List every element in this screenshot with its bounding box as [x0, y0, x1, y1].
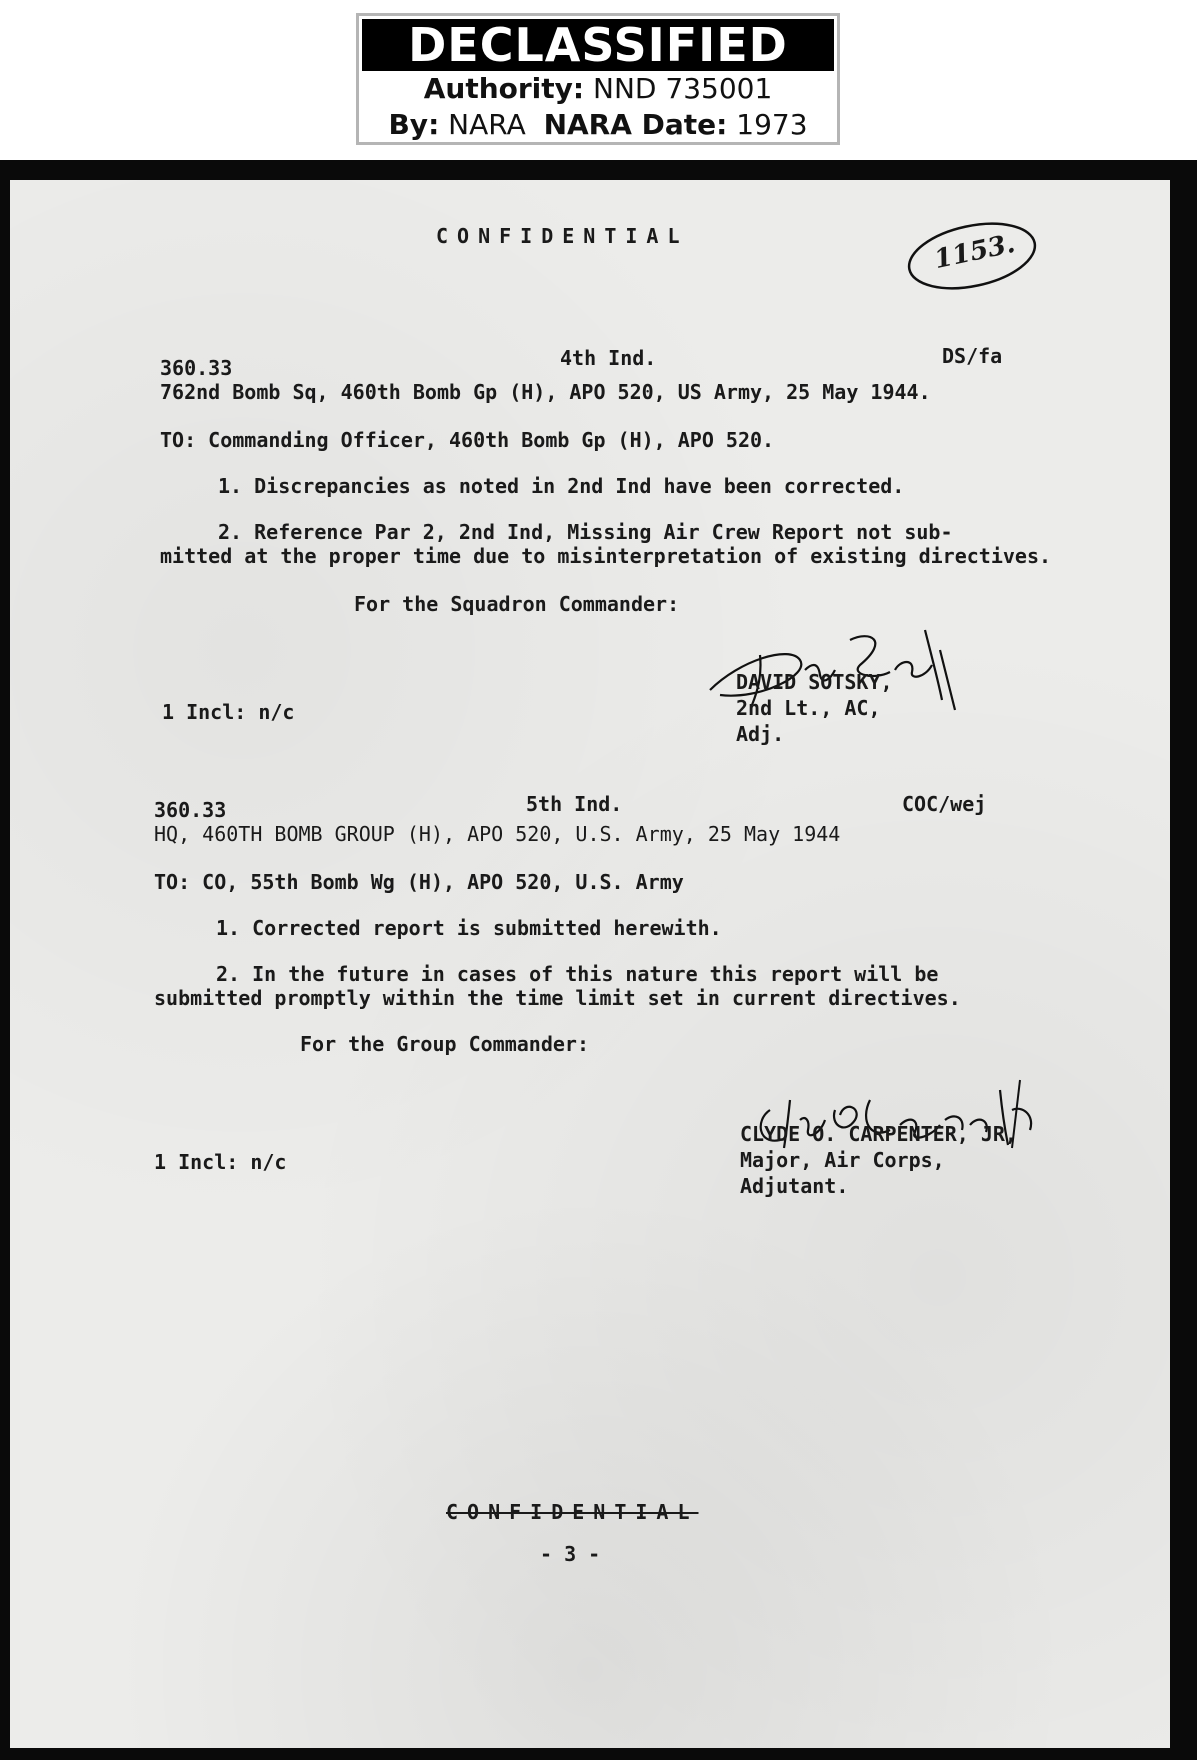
- stamp-authority-value: NND 735001: [593, 72, 773, 105]
- ind5-signer-title: Adjutant.: [740, 1174, 849, 1198]
- scanned-page: [0, 160, 1197, 1760]
- ind5-from: HQ, 460TH BOMB GROUP (H), APO 520, U.S. Army, 25 May 1944: [154, 822, 841, 846]
- ind4-signer-name: DAVID SOTSKY,: [736, 670, 893, 694]
- ind4-to: TO: Commanding Officer, 460th Bomb Gp (H), APO 520.: [160, 428, 775, 452]
- ind4-signer-rank: 2nd Lt., AC,: [736, 696, 881, 720]
- ind5-para-2-line-2: submitted promptly within the time limit set in current directives.: [154, 986, 961, 1010]
- page-number: - 3 -: [540, 1542, 601, 1566]
- stamp-by: [359, 107, 837, 143]
- ind5-signer-rank: Major, Air Corps,: [740, 1148, 945, 1172]
- ind5-para-1: 1. Corrected report is submitted herewith.: [216, 916, 722, 940]
- ind4-from: 762nd Bomb Sq, 460th Bomb Gp (H), APO 520, US Army, 25 May 1944.: [160, 380, 931, 404]
- ind5-signer-name: CLYDE O. CARPENTER, JR,: [740, 1122, 1017, 1146]
- carpenter-signature: [750, 1070, 1050, 1160]
- ind4-initials: DS/fa: [942, 344, 1003, 368]
- ind4-inclosure: 1 Incl: n/c: [162, 700, 295, 724]
- stamp-title: DECLASSIFIED: [362, 19, 834, 71]
- ind5-para-2-line-1: 2. In the future in cases of this nature this report will be: [216, 962, 939, 986]
- declassified-stamp: [356, 13, 840, 145]
- ind5-initials: COC/wej: [902, 792, 987, 816]
- ind4-para-2-line-1: 2. Reference Par 2, 2nd Ind, Missing Air Crew Report not sub-: [218, 520, 953, 544]
- ind4-para-1: 1. Discrepancies as noted in 2nd Ind have been corrected.: [218, 474, 905, 498]
- ind4-file-no: 360.33: [160, 356, 233, 380]
- document-paper: [10, 180, 1170, 1748]
- ind4-title: 4th Ind.: [560, 346, 657, 370]
- page-mark: 1153.: [931, 228, 1018, 276]
- stamp-by-value: NARA: [448, 108, 526, 141]
- ind4-para-2-line-2: mitted at the proper time due to misinterpretation of existing directives.: [160, 544, 1052, 568]
- ind4-signer-title: Adj.: [736, 722, 785, 746]
- ind5-file-no: 360.33: [154, 798, 227, 822]
- ind5-to: TO: CO, 55th Bomb Wg (H), APO 520, U.S. Army: [154, 870, 684, 894]
- stamp-authority-label: Authority:: [423, 72, 585, 105]
- stamp-date-label: NARA Date:: [543, 108, 728, 141]
- ind4-for-commander: For the Squadron Commander:: [354, 592, 680, 616]
- confidential-footer: CONFIDENTIAL: [446, 1500, 699, 1524]
- stamp-date-value: 1973: [736, 108, 808, 141]
- stamp-by-label: By:: [388, 108, 440, 141]
- confidential-header: CONFIDENTIAL: [436, 224, 689, 248]
- ind5-title: 5th Ind.: [526, 792, 623, 816]
- ind5-inclosure: 1 Incl: n/c: [154, 1150, 287, 1174]
- ind5-for-commander: For the Group Commander:: [300, 1032, 589, 1056]
- stamp-authority: [359, 71, 837, 107]
